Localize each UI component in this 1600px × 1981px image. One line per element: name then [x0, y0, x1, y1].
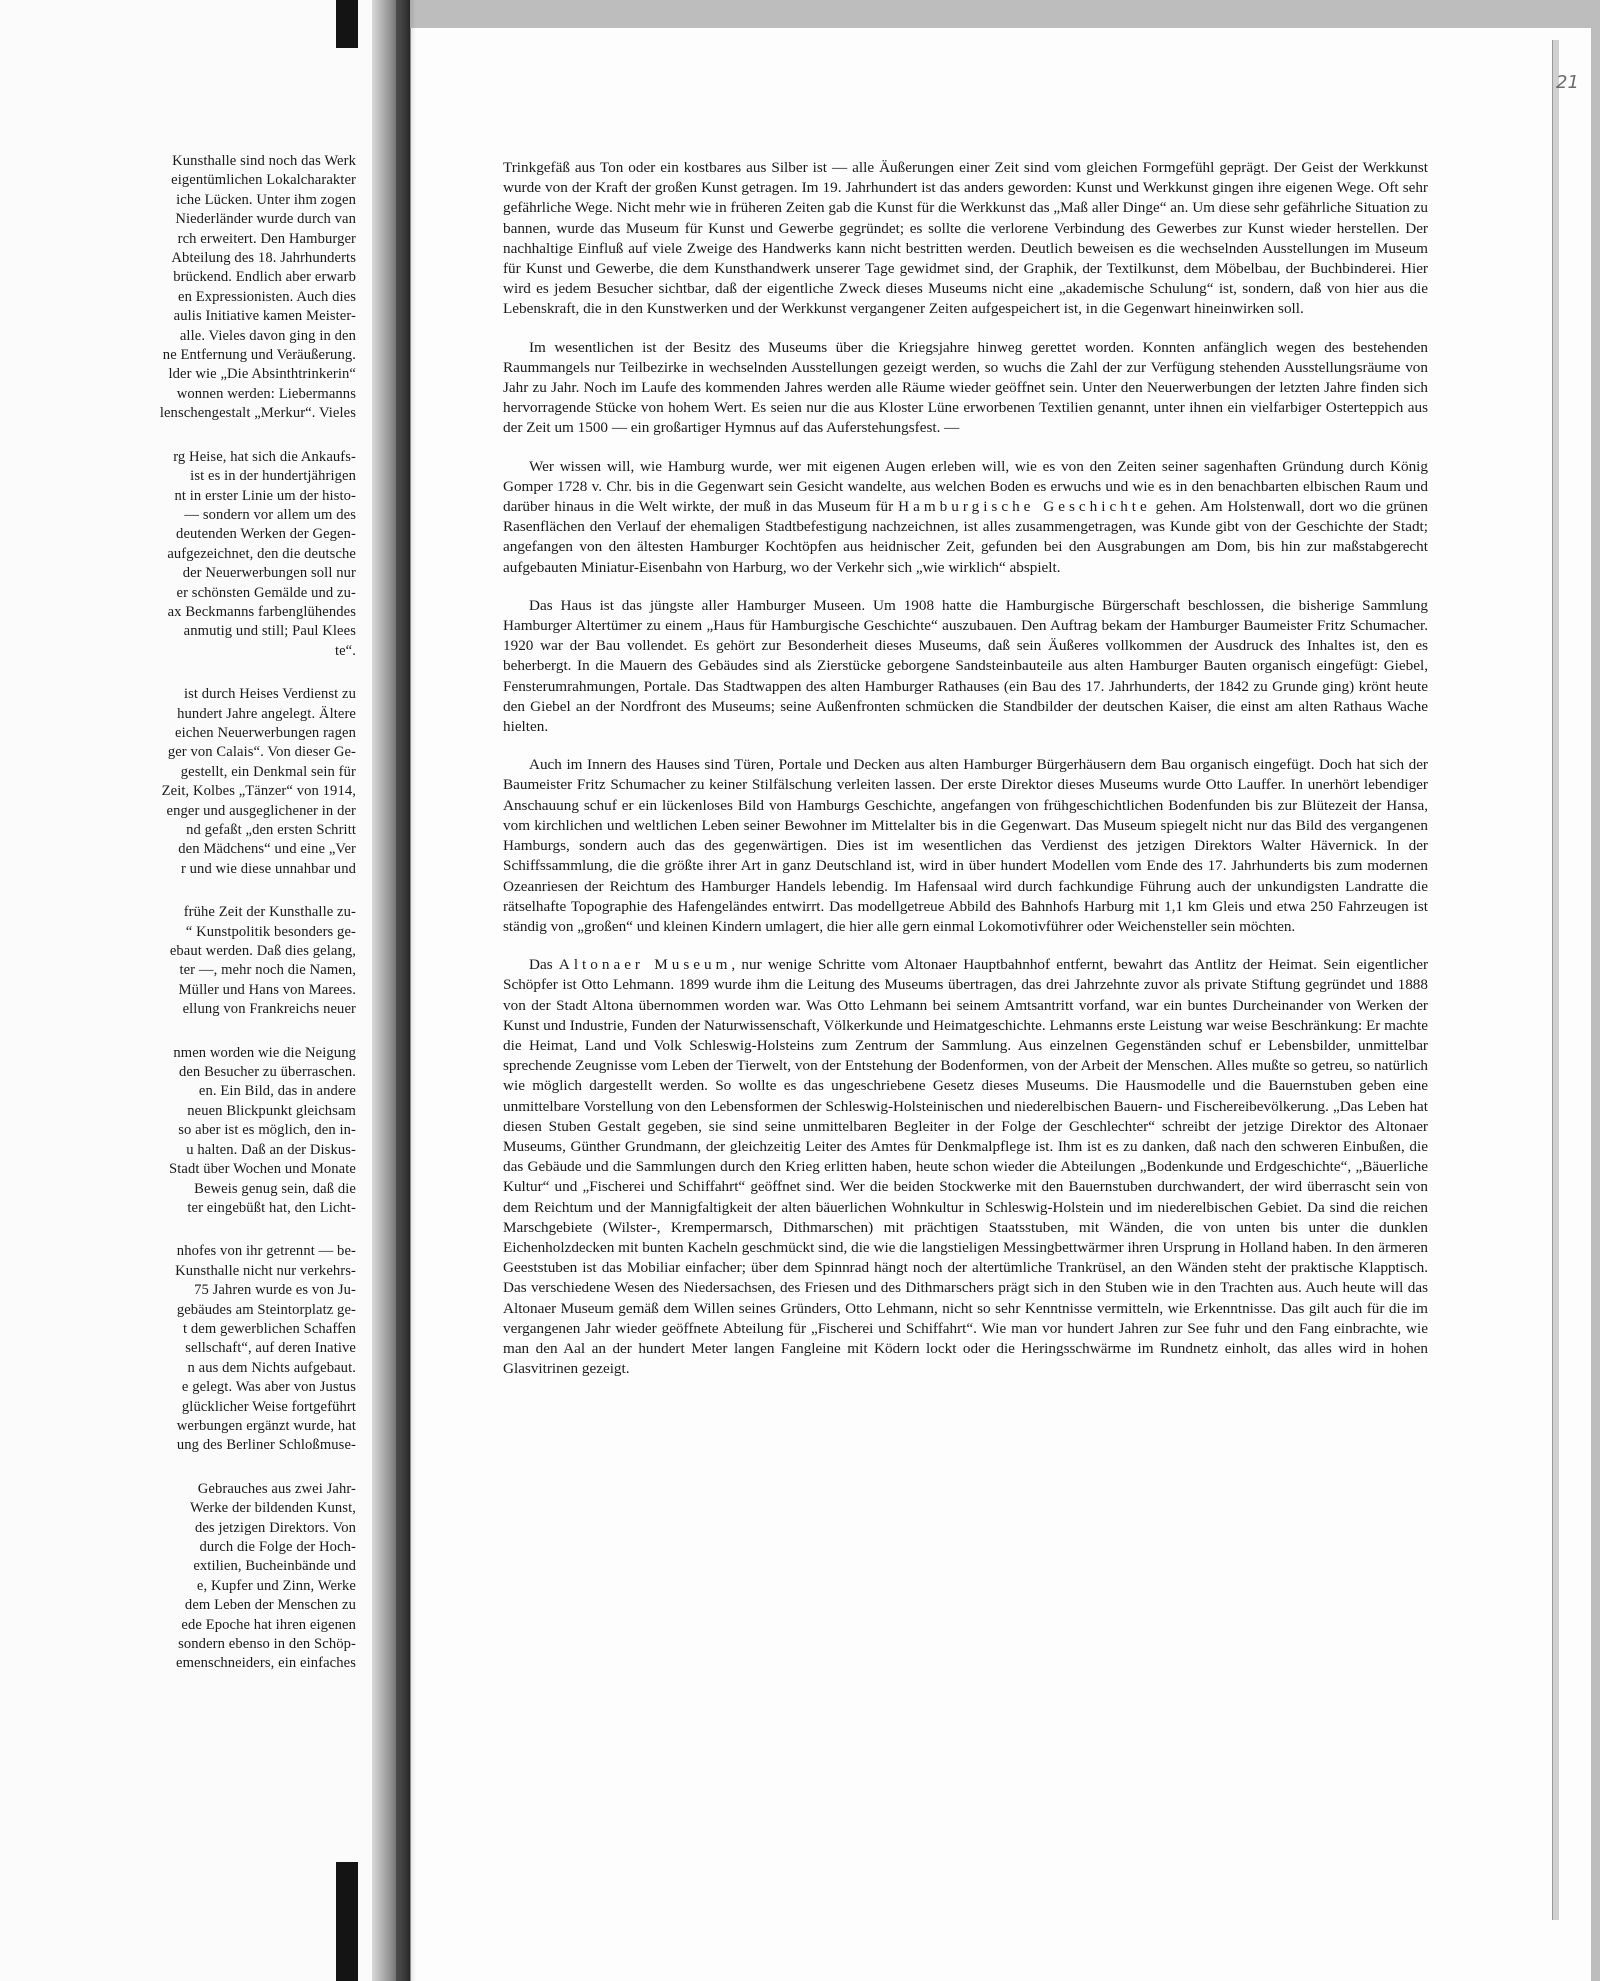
left-page-paragraph [0, 448, 356, 661]
left-page-line: werbungen ergänzt wurde, hat [176, 1417, 356, 1434]
left-page-line: so aber ist es möglich, den in- [178, 1122, 356, 1139]
left-page-line: sellschaft“, auf deren Inative [185, 1340, 356, 1357]
left-page-line: — sondern vor allem um des [184, 506, 356, 523]
left-page-paragraph [0, 152, 356, 424]
left-page-line: dem Leben der Menschen zu [184, 1597, 356, 1614]
binding-strip-top [336, 0, 358, 48]
left-page-text-column [0, 152, 356, 1698]
left-page-line: deutenden Werken der Gegen- [176, 526, 356, 543]
paragraph-werkkunst: Trinkgefäß aus Ton oder ein kostbares aus Silber ist — alle Äußerungen einer Zeit sind vom gleichen Formgefühl geprägt. Der Geist der Werkkunst wurde von der Kraft der großen Kunst getragen. Im 19. Jahrhundert ist das anders geworden: Kunst und Werkkunst gingen ihre eigenen Wege. Oft sehr gefährliche Wege. Nicht mehr wie in früheren Zeiten gab die Kunst für die Werkkunst das „Maß aller Dinge“ an. Um diese sehr gefährliche Situation zu bannen, wurde das Museum für Kunst und Gewerbe gegründet; es sollte die verlorene Verbindung des Gewerbes zur Kunst wieder herstellen. Der nachhaltige Einfluß auf viele Zweige des Handwerks kann nicht bestritten werden. Deutlich beweisen es die wechselnden Ausstellungen im Museum für Kunst und Gewerbe, die dem Kunsthandwerk unserer Tage gewidmet sind, der Graphik, der Textilkunst, dem Möbelbau, der Buchbinderei. Hier wird es jedem Besucher sichtbar, daß der eigentliche Zweck dieses Museums nicht eine „akademische Schulung“ ist, sondern, daß von hier aus die Lebenskraft, die in den Kunstwerken und der Werkkunst vergangener Zeiten aufgespeichert ist, in die Gegenwart hineinwirken soll. [503, 159, 1428, 318]
left-page-line: gebäudes am Steintorplatz ge- [176, 1301, 356, 1318]
left-page-line: lenschengestalt „Merkur“. Vieles [159, 405, 356, 422]
left-page-line: den Mädchens“ und eine „Ver [178, 841, 356, 858]
paragraph-innenraum: Auch im Innern des Hauses sind Türen, Portale und Decken aus alten Hamburger Bürgerhäusern dem Bau organisch eingefügt. Doch hat sich der Baumeister Fritz Schumacher zu keiner Stilfälschung verleiten lassen. Der erste Direktor dieses Museums wurde Otto Lauffer. In unerhört lebendiger Anschauung schuf er ein lückenloses Bild von Hamburgs Geschichte, angefangen von frühgeschichtlichen Bodenfunden bis zur Blütezeit der Hansa, vom kirchlichen und weltlichen Leben seiner Bewohner im Mittelalter bis in die Gegenwart. Das Museum spiegelt nicht nur das Bild des vergangenen Hamburgs, sondern auch das des gegenwärtigen. Dies ist im wesentlichen das Verdienst des jetzigen Direktors Walter Hävernick. In der Schiffssammlung, die die größte ihrer Art in ganz Deutschland ist, wird in über hundert Modellen vom Ende des 17. Jahrhunderts bis zum modernen Ozeanriesen der Reichtum des Hamburger Handels lebendig. Im Hafensaal wird durch fachkundige Führung auch der unkundigsten Landratte die rätselhafte Topographie des Hafengeländes entwirrt. Das modellgetreue Abbild des Bahnhofs Harburg mit 1,1 km Gleis und etwa 250 Fahrzeugen ist ständig von „großen“ und kleinen Kindern umlagert, die hier alle gern einmal Lokomotivführer oder Weichensteller sein möchten. [503, 756, 1428, 935]
left-page-line: emenschneiders, ein einfaches [176, 1655, 356, 1672]
left-page-line: brückend. Endlich aber erwarb [173, 269, 356, 286]
left-page-line: sondern ebenso in den Schöp- [178, 1636, 356, 1653]
left-page-line: ellung von Frankreichs neuer [182, 1001, 356, 1018]
left-page-line: Werke der bildenden Kunst, [190, 1500, 356, 1517]
left-page-line: lder wie „Die Absinthtrinkerin“ [168, 366, 356, 383]
left-page-paragraph [0, 1480, 356, 1674]
left-page-line: 75 Jahren wurde es von Ju- [194, 1282, 356, 1299]
left-page-line: ung des Berliner Schloßmuse- [176, 1437, 356, 1454]
left-page-line: glücklicher Weise fortgeführt [181, 1398, 356, 1415]
left-page-line: ter eingebüßt hat, den Licht- [187, 1199, 356, 1216]
binding-strip-bottom [336, 1862, 358, 1981]
left-page-line: anmutig und still; Paul Klees [183, 623, 356, 640]
left-page-line: rch erweitert. Den Hamburger [177, 230, 356, 247]
left-page-paragraph [0, 1044, 356, 1219]
left-page-line: ist es in der hundertjährigen [190, 468, 356, 485]
left-page-line: aulis Initiative kamen Meister- [173, 308, 356, 325]
left-page-line: eigentümlichen Lokalcharakter [171, 172, 356, 189]
left-page [0, 0, 372, 1981]
left-page-line: gestellt, ein Denkmal sein für [180, 763, 356, 780]
main-text-column [503, 158, 1428, 1397]
paragraph-museum-besitz: Im wesentlichen ist der Besitz des Museums über die Kriegsjahre hinweg gerettet worden. Konnten anfänglich wegen des bestehenden Raummangels nur Teilbezirke in wechselnden Ausstellungen gezeigt werden, so wuchs die Zahl der zur Verfügung stehenden Ausstellungsräume von Jahr zu Jahr. Noch im Laufe des kommenden Jahres werden alle Räume wieder geöffnet sein. Unter den Neuerwerbungen der letzten Jahre finden sich hervorragende Stücke von hohem Wert. Es seien nur die aus Kloster Lüne erworbenen Textilien genannt, unter ihnen ein vielfarbiger Osterteppich aus der Zeit um 1500 — ein großartiger Hymnus auf das Auferstehungsfest. — [503, 338, 1428, 437]
left-page-line: en Expressionisten. Auch dies [178, 288, 356, 305]
left-page-line: t dem gewerblichen Schaffen [182, 1320, 356, 1337]
left-page-line: hundert Jahre angelegt. Ältere [177, 705, 356, 722]
left-page-line: der Neuerwerbungen soll nur [182, 565, 356, 582]
left-page-line: durch die Folge der Hoch- [199, 1539, 356, 1555]
left-page-paragraph [0, 685, 356, 879]
text-run: gehen. Am Holstenwall, dort wo die grünen Rasenflächen den Verlauf der ehemaligen Stadtbefestigung nachzeichnen, ist alles zusammengetragen, was Kunde gibt von der Geschichte der Stadt; angefangen von den ältesten Hamburger Kochtöpfen aus heidnischer Zeit, gefunden bei den Ausgrabungen am Dom, bis hin zur maßstabgerecht aufgebauten Miniatur-Eisenbahn von Harburg, wo der Verkehr sich „wie wirklich“ abspielt. [503, 498, 1429, 576]
text-run: , nur wenige Schritte vom Altonaer Hauptbahnhof entfernt, bewahrt das Antlitz der Heimat. Sein eigentlicher Schöpfer ist Otto Lehmann. 1899 wurde ihm die Leitung des Museums übertragen, das drei Jahrzehnte zuvor als private Stiftung gegründet und 1888 von der Stadt Altona übernommen worden war. Was Otto Lehmann bei seinem Amtsantritt vorfand, war ein buntes Durcheinander von Werken der Kunst und Industrie, Funden der Naturwissenschaft, Völkerkunde und Heimatgeschichte. Lehmanns erste Leistung war weise Beschränkung: Er machte die Heimat, Land und Volk Schleswig-Holsteins zum Zentrum der Sammlung. Aus einzelnen Gegenständen schuf er Lebensbilder, unmittelbar sprechende Zeugnisse vom Leben der Tierwelt, von der Entstehung der Bodenformen, von der Arbeit der Menschen. Alles mußte so getreu, so natürlich wie möglich dargestellt werden. So wollte es das ungeschriebene Gesetz dieses Museums. Die Hausmodelle und die Bauernstuben geben eine unmittelbare Vorstellung von den Lebensformen der Schleswig-Holsteinischen und niederelbischen Bauern- und Fischereibevölkerung. „Das Leben hat diesen Stuben Gestalt gegeben, sie sind seine unmittelbaren Begleiter in der Folge der Geschlechter“ schreibt der jetzige Direktor des Altonaer Museums, Günther Grundmann, der gleichzeitig Leiter des Amtes für Denkmalpflege ist. Ihm ist es zu danken, daß nach den schweren Einbußen, die das Gebäude und die Sammlungen durch den Krieg erlitten haben, heute schon wieder die Abteilungen „Bodenkunde und Erdgeschichte“, „Bäuerliche Kultur“ und „Fischerei und Schiffahrt“ geöffnet sind. Wer die beiden Stockwerke mit den Bauernstuben durchwandert, der wird überrascht sein von dem Reichtum und der Mannigfaltigkeit der alten bäuerlichen Wohnkultur in Schleswig-Holstein und im niederelbischen Gebiet. Da sind die reichen Marschgebiete (Wilster-, Krempermarsch, Dithmarschen) mit prächtigen Staatsstuben, mit Wänden, die von unten bis unter die dunklen Eichenholzdecken mit bunten Kacheln geschmückt sind, die wie die langstieligen Messingbettwärmer ihren Ursprung in Holland haben. In den ärmeren Geeststuben ist das Mobiliar einfacher; über dem Spinnrad hängt noch der altertümliche Trankrüsel, an den Wänden steht der praktische Klapptisch. Das verschiedene Wesen des Niedersachsen, des Friesen und des Dithmarschers prägt sich in den Stuben wie in den Trachten aus. Auch heute will das Altonaer Museum gemäß dem Willen seines Gründers, Otto Lehmann, nicht so sehr Kenntnisse vermitteln, wie Erkenntnisse. Das gilt auch für die im vergangenen Jahr wieder geöffnete Abteilung für „Fischerei und Schiffahrt“. Wie man vor hundert Jahren zur See fuhr und den Fang einbrachte, wie man den Aal an der hundert Meter langen Fangleine mit Ködern lockt oder die Heringsschwärme im Rundnetz einholt, das alles wird in hohen Glasvitrinen gezeigt. [503, 956, 1429, 1378]
left-page-line: ax Beckmanns farbenglühendes [167, 603, 356, 620]
left-page-line: Gebrauches aus zwei Jahr- [197, 1480, 356, 1497]
page-edge [1552, 40, 1559, 1920]
left-page-line: e gelegt. Was aber von Justus [181, 1379, 356, 1396]
paragraph-haus-geschichte: Das Haus ist das jüngste aller Hamburger Museen. Um 1908 hatte die Hamburgische Bürgerschaft beschlossen, die bisherige Sammlung Hamburger Altertümer zu einem „Haus für Hamburgische Geschichte“ auszubauen. Den Auftrag bekam der Hamburger Baumeister Fritz Schumacher. 1920 war der Bau vollendet. Es gehört zur Besonderheit dieses Museums, daß sein Äußeres vollkommen der Ausdruck des Inhaltes ist, den es beherbergt. In die Mauern des Gebäudes sind als Zierstücke geborgene Sandsteinbauteile aus alten Hamburger Bauten organisch eingefügt: Giebel, Fensterumrahmungen, Portale. Das Stadtwappen des alten Hamburger Rathauses (ein Bau des 17. Jahrhunderts, der 1842 zu Grunde ging) krönt heute den Giebel an der Nordfront des Museums; seine Außenfronten schmücken die Standbilder der deutschen Kaiser, die einst am alten Rathaus Wache hielten. [503, 596, 1428, 736]
left-page-line: Kunsthalle nicht nur verkehrs- [175, 1262, 356, 1279]
left-page-line: enger und ausgeglichener in der [166, 802, 356, 819]
left-page-paragraph [0, 903, 356, 1019]
left-page-line: e, Kupfer und Zinn, Werke [196, 1577, 356, 1594]
left-page-line: nhofes von ihr getrennt — be- [176, 1243, 356, 1260]
left-page-line: den Besucher zu überraschen. [178, 1064, 356, 1081]
left-page-line: Stadt über Wochen und Monate [169, 1161, 356, 1178]
left-page-line: des jetzigen Direktors. Von [194, 1519, 356, 1536]
left-page-line: Zeit, Kolbes „Tänzer“ von 1914, [161, 783, 356, 800]
left-page-line: aufgezeichnet, den die deutsche [167, 545, 356, 562]
left-page-line: nmen worden wie die Neigung [173, 1044, 356, 1061]
left-page-line: ist durch Heises Verdienst zu [183, 686, 356, 703]
left-page-line: er schönsten Gemälde und zu- [176, 584, 356, 601]
text-run: Wer wissen will, wie Hamburg wurde, wer mit eigenen Augen erleben will, wie es von den Zeiten seiner sagenhaften Gründung durch König Gomper 1728 v. Chr. bis in die Gegenwart sein Gesicht wandelte, aus welchen Boden es erwuchs und wie es in den benachbarten elbischen Raum und darüber hinaus in die Welt wirkte, der muß in das Museum für [503, 457, 1428, 516]
left-page-line: wonnen werden: Liebermanns [176, 385, 356, 402]
left-page-line: en. Ein Bild, das in andere [198, 1083, 356, 1100]
left-page-line: ger von Calais“. Von dieser Ge- [167, 744, 356, 761]
left-page-line: Niederländer wurde durch van [175, 211, 356, 228]
left-page-line: Müller und Hans von Marees. [178, 981, 356, 998]
left-page-line: u halten. Daß an der Diskus- [186, 1141, 356, 1158]
left-page-line: ede Epoche hat ihren eigenen [181, 1616, 356, 1633]
paragraph-altonaer-museum [503, 955, 1428, 1379]
left-page-line: “ Kunstpolitik besonders ge- [185, 923, 356, 940]
left-page-line: alle. Vieles davon ging in den [179, 327, 356, 344]
left-page-line: Beweis genug sein, daß die [194, 1180, 356, 1197]
left-page-line: frühe Zeit der Kunsthalle zu- [183, 904, 356, 921]
left-page-line: r und wie diese unnahbar und [180, 860, 356, 877]
left-page-line: extilien, Bucheinbände und [193, 1558, 356, 1575]
gutter-shadow [396, 0, 416, 1981]
paragraph-hamburgische-geschichte [503, 457, 1428, 578]
left-page-line: nd gefaßt „den ersten Schritt [186, 822, 356, 838]
left-page-line: rg Heise, hat sich die Ankaufs- [173, 448, 356, 465]
left-page-line: neuen Blickpunkt gleichsam [187, 1102, 356, 1119]
page-number: 21 [1556, 72, 1579, 93]
left-page-line: ebaut werden. Daß dies gelang, [169, 943, 356, 960]
left-page-line: Kunsthalle sind noch das Werk [172, 153, 356, 169]
left-page-line: eichen Neuerwerbungen ragen [175, 724, 356, 741]
left-page-paragraph [0, 1242, 356, 1455]
left-page-line: Abteilung des 18. Jahrhunderts [171, 250, 356, 267]
left-page-line: iche Lücken. Unter ihm zogen [176, 191, 356, 208]
museum-name-emphasis: Altonaer Museum [558, 956, 732, 974]
text-run: Das [529, 956, 559, 974]
left-page-line: ne Entfernung und Veräußerung. [162, 347, 356, 364]
left-page-line: n aus dem Nichts aufgebaut. [187, 1359, 356, 1376]
left-page-line: te“. [334, 642, 356, 659]
museum-name-emphasis: Hamburgische Geschichte [898, 498, 1151, 516]
left-page-line: ter —, mehr noch die Namen, [179, 962, 356, 979]
left-page-line: nt in erster Linie um der histo- [174, 487, 356, 504]
